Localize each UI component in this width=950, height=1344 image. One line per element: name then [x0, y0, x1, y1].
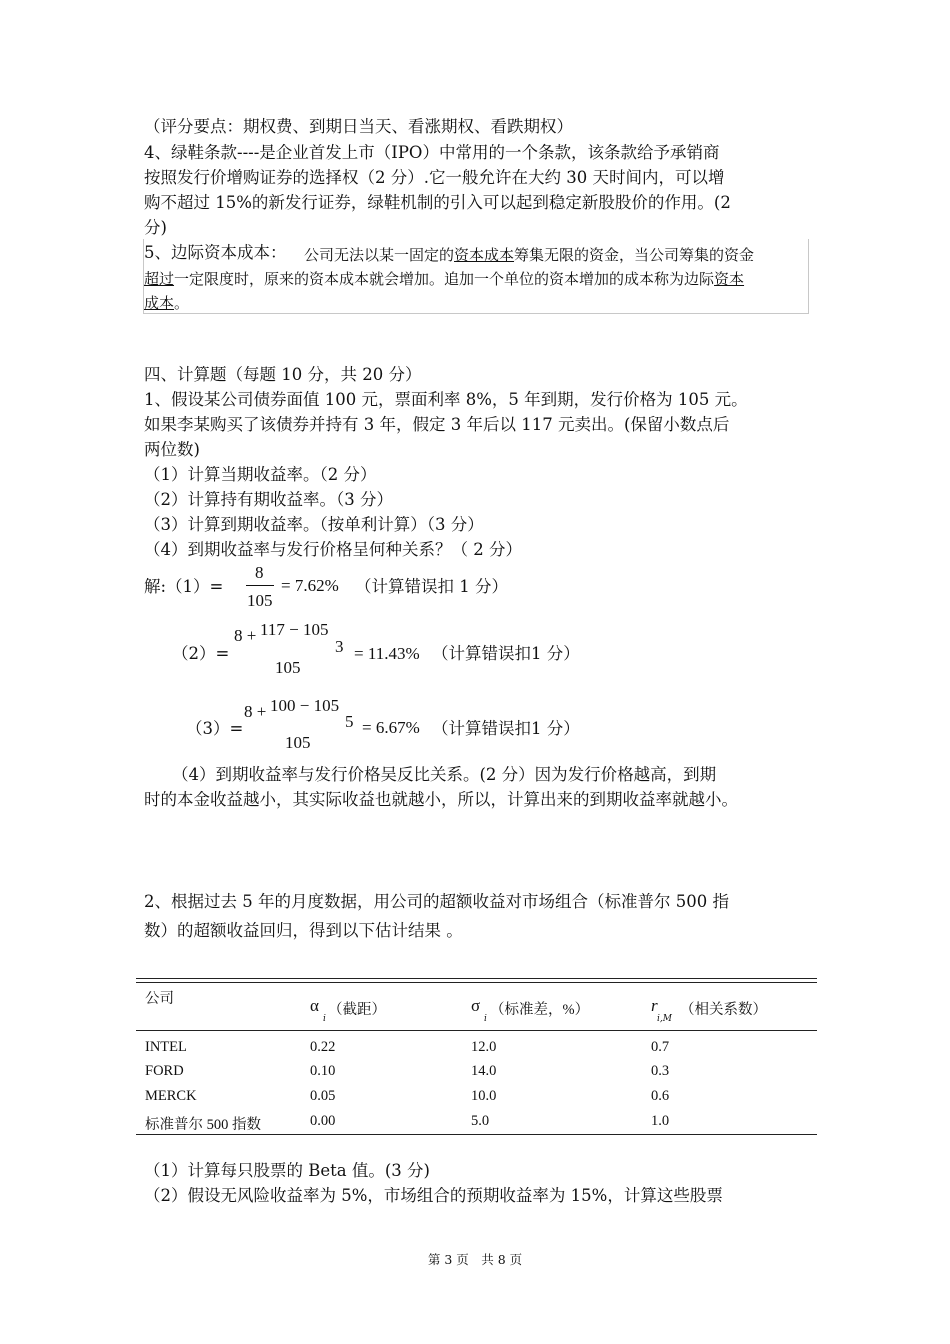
table-cell-r: 0.3 — [651, 1063, 670, 1079]
question-2-sub-1: （1）计算每只股票的 Beta 值。(3 分) — [144, 1161, 430, 1180]
table-cell-sigma: 10.0 — [471, 1088, 497, 1104]
table-cell-company: INTEL — [145, 1039, 187, 1055]
marginal-cost-line-1: 公司无法以某一固定的资本成本筹集无限的资金，当公司筹集的资金 — [304, 246, 755, 264]
question-1-line-1: 1、假设某公司债券面值 100 元，票面利率 8%，5 年到期，发行价格为 105 元。 — [144, 390, 748, 409]
table-header-r-subscript: i,M — [657, 1014, 672, 1024]
table-header-rule — [136, 1030, 817, 1031]
fraction-bar — [246, 585, 274, 586]
answer-3-numerator-a: 8 + — [244, 702, 267, 721]
table-cell-company: 标准普尔 500 指数 — [145, 1117, 261, 1133]
answer-2-numerator-a: 8 + — [234, 626, 257, 645]
answer-2-prefix: （2）= — [172, 644, 230, 663]
marginal-cost-line-2: 超过一定限度时，原来的资本成本就会增加。追加一个单位的资本增加的成本称为边际资本 — [144, 270, 745, 288]
answer-2-numerator-b: 117 − 105 — [260, 620, 329, 639]
answer-1-denominator: 105 — [247, 591, 273, 610]
table-cell-alpha: 0.05 — [310, 1088, 336, 1104]
question-1-line-3: 两位数) — [144, 440, 200, 459]
table-cell-sigma: 14.0 — [471, 1063, 497, 1079]
table-header-alpha-label: （截距） — [328, 1002, 386, 1018]
section-title: 四、计算题（每题 10 分，共 20 分） — [144, 365, 422, 384]
greenshoe-line-2: 按照发行价增购证券的选择权（2 分）.它一般允许在大约 30 天时间内，可以增 — [144, 168, 725, 187]
answer-3-numerator-c: 5 — [345, 712, 354, 731]
table-header-alpha-symbol: α — [310, 996, 319, 1015]
question-1-sub-4: （4）到期收益率与发行价格呈何种关系？（ 2 分） — [144, 540, 522, 559]
question-1-sub-3: （3）计算到期收益率。（按单利计算）（3 分） — [144, 515, 484, 534]
table-bottom-rule — [136, 1134, 817, 1135]
answer-1-prefix: 解:（1）= — [144, 577, 224, 596]
table-cell-company: MERCK — [145, 1088, 197, 1104]
table-header-sigma-symbol: σ — [471, 996, 481, 1015]
table-header-alpha-subscript: i — [323, 1014, 326, 1024]
table-cell-company: FORD — [145, 1063, 184, 1079]
page-footer: 第 3 页 共 8 页 — [427, 1252, 523, 1267]
table-header-sigma-label: （标准差，%） — [490, 1002, 590, 1018]
table-cell-sigma: 5.0 — [471, 1113, 490, 1129]
greenshoe-line-3: 购不超过 15%的新发行证券，绿鞋机制的引入可以起到稳定新股股价的作用。(2 — [144, 193, 731, 212]
table-cell-alpha: 0.00 — [310, 1113, 336, 1129]
answer-2-note: （计算错误扣1 分） — [432, 644, 580, 663]
table-top-rule-2 — [136, 982, 817, 983]
answer-1-numerator: 8 — [255, 563, 264, 582]
question-1-line-2: 如果李某购买了该债券并持有 3 年，假定 3 年后以 117 元卖出。(保留小数点后 — [144, 415, 730, 434]
table-cell-r: 0.6 — [651, 1088, 670, 1104]
question-1-sub-2: （2）计算持有期收益率。（3 分） — [144, 490, 393, 509]
question-2-sub-2: （2）假设无风险收益率为 5%，市场组合的预期收益率为 15%，计算这些股票 — [144, 1186, 723, 1205]
table-header-company: 公司 — [145, 991, 174, 1007]
answer-3-prefix: （3）= — [186, 719, 244, 738]
question-2-line-1: 2、根据过去 5 年的月度数据，用公司的超额收益对市场组合（标准普尔 500 指 — [144, 892, 729, 911]
table-cell-r: 1.0 — [651, 1113, 670, 1129]
table-header-sigma-subscript: i — [484, 1014, 487, 1024]
table-top-rule-1 — [136, 978, 817, 979]
answer-4-line-2: 时的本金收益越小，其实际收益也就越小，所以，计算出来的到期收益率就越小。 — [144, 790, 738, 809]
answer-2-numerator-c: 3 — [335, 637, 344, 656]
answer-3-numerator-b: 100 − 105 — [270, 696, 340, 715]
scoring-note: （评分要点：期权费、到期日当天、看涨期权、看跌期权） — [144, 117, 573, 136]
answer-1-note: （计算错误扣 1 分） — [355, 577, 508, 596]
greenshoe-line-4: 分) — [144, 218, 167, 237]
answer-3-result: = 6.67% — [362, 718, 420, 737]
greenshoe-line-1: 4、绿鞋条款----是企业首发上市（IPO）中常用的一个条款，该条款给予承销商 — [144, 143, 720, 162]
answer-3-note: （计算错误扣1 分） — [432, 719, 580, 738]
marginal-cost-line-3: 成本。 — [144, 294, 190, 312]
table-header-r-label: （相关系数） — [680, 1002, 767, 1018]
table-header-r-symbol: r — [651, 996, 658, 1015]
table-cell-sigma: 12.0 — [471, 1039, 497, 1055]
answer-4-line-1: （4）到期收益率与发行价格吴反比关系。(2 分）因为发行价格越高，到期 — [172, 765, 717, 784]
question-2-line-2: 数）的超额收益回归，得到以下估计结果 。 — [144, 921, 463, 940]
table-cell-alpha: 0.10 — [310, 1063, 336, 1079]
question-1-sub-1: （1）计算当期收益率。（2 分） — [144, 465, 377, 484]
answer-3-denominator: 105 — [285, 733, 311, 752]
table-cell-r: 0.7 — [651, 1039, 670, 1055]
answer-2-result: = 11.43% — [354, 644, 420, 663]
table-cell-alpha: 0.22 — [310, 1039, 336, 1055]
answer-1-result: = 7.62% — [281, 576, 339, 595]
marginal-cost-heading: 5、边际资本成本： — [144, 243, 287, 262]
answer-2-denominator: 105 — [275, 658, 301, 677]
